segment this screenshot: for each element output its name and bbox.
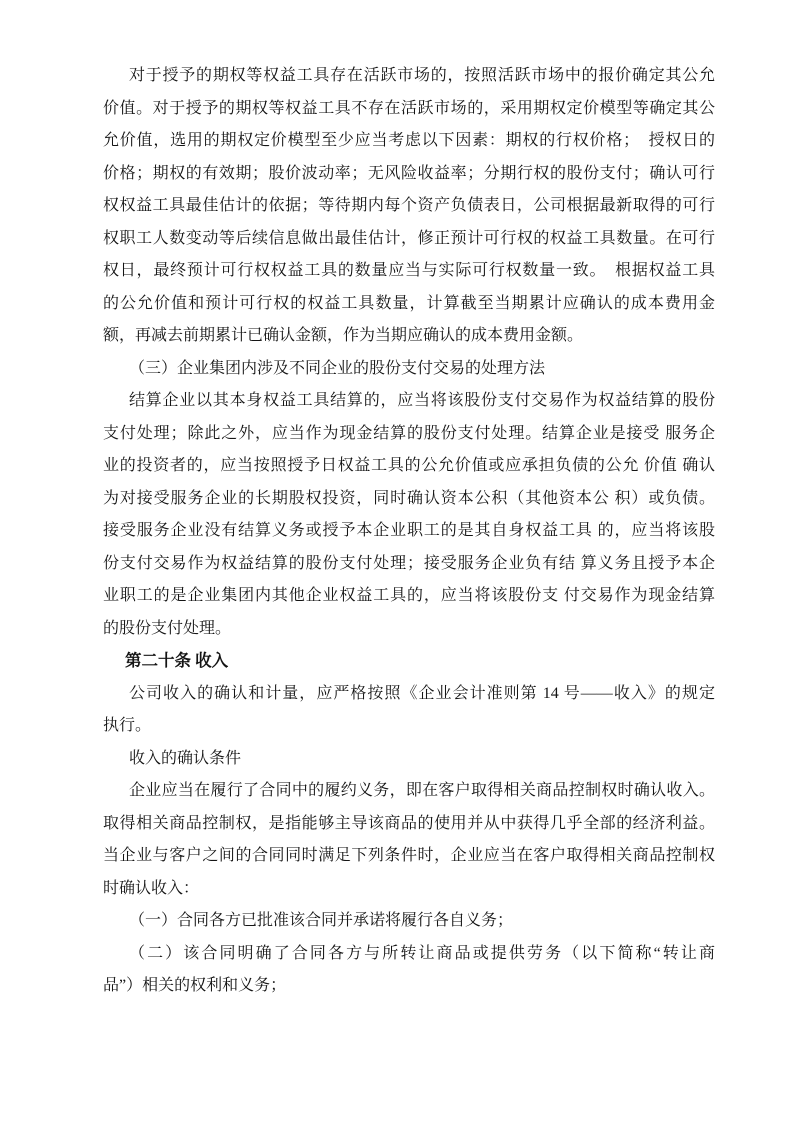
paragraph-line: 执行。	[103, 717, 152, 734]
paragraph-line: 价值。对于授予的期权等权益工具不存在活跃市场的，采用期权定价模型等确定其公	[103, 99, 715, 117]
subsection-title-line: 收入的确认条件	[129, 749, 242, 767]
paragraph-line: 取得相关商品控制权，是指能够主导该商品的使用并从中获得几乎全部的经济利益。	[103, 814, 715, 832]
paragraph-line: 业的投资者的，应当按照授予日权益工具的公允价值或应承担负债的公允 价值 确认	[103, 457, 715, 474]
paragraph-line: 权职工人数变动等后续信息做出最佳估计，修正预计可行权的权益工具数量。在可行	[103, 229, 715, 247]
article-heading: 第二十条 收入	[125, 651, 229, 670]
paragraph-line: 价格；期权的有效期；股价波动率；无风险收益率；分期行权的股份支付；确认可行	[103, 164, 715, 182]
paragraph-line: 企业应当在履行了合同中的履约义务，即在客户取得相关商品控制权时确认收入。	[129, 782, 715, 799]
paragraph-line: 支付处理；除此之外，应当作为现金结算的股份支付处理。结算企业是接受 服务企	[103, 424, 715, 442]
paragraph-line: 的股份支付处理。	[103, 619, 232, 637]
paragraph-line: 权日，最终预计可行权权益工具的数量应当与实际可行权数量一致。 根据权益工具	[103, 262, 715, 279]
paragraph-line: 的公允价值和预计可行权的权益工具数量，计算截至当期累计应确认的成本费用金	[103, 294, 715, 312]
paragraph-line: 接受服务企业没有结算义务或授予本企业职工的是其自身权益工具 的，应当将该股	[103, 522, 715, 539]
paragraph-line: 为对接受服务企业的长期股权投资，同时确认资本公积（其他资本公 积）或负债。	[103, 489, 715, 507]
paragraph-line: 当企业与客户之间的合同同时满足下列条件时，企业应当在客户取得相关商品控制权	[103, 847, 715, 864]
paragraph-line: 份支付交易作为权益结算的股份支付处理；接受服务企业负有结 算义务且授予本企	[103, 554, 715, 572]
list-item-line: （一）合同各方已批准该合同并承诺将履行各自义务；	[129, 912, 514, 929]
list-item-line: 品”）相关的权利和义务；	[103, 977, 287, 994]
paragraph-line: 时确认收入：	[103, 879, 200, 897]
paragraph-line: 对于授予的期权等权益工具存在活跃市场的，按照活跃市场中的报价确定其公允	[129, 67, 715, 84]
document-body	[103, 60, 715, 1003]
paragraph-line: 业职工的是企业集团内其他企业权益工具的，应当将该股份支 付交易作为现金结算	[103, 587, 715, 604]
list-item-line: （二）该合同明确了合同各方与所转让商品或提供劳务（以下简称“转让商	[129, 944, 715, 962]
paragraph-line: 结算企业以其本身权益工具结算的，应当将该股份支付交易作为权益结算的股份	[129, 392, 715, 409]
paragraph-line: 允价值，选用的期权定价模型至少应当考虑以下因素：期权的行权价格； 授权日的	[103, 132, 715, 149]
paragraph-line: 额，再减去前期累计已确认金额，作为当期应确认的成本费用金额。	[103, 327, 584, 344]
subsection-title-line: （三）企业集团内涉及不同企业的股份支付交易的处理方法	[129, 359, 546, 377]
paragraph-line: 公司收入的确认和计量，应严格按照《企业会计准则第 14 号——收入》的规定	[129, 684, 715, 702]
paragraph-line: 权权益工具最佳估计的依据；等待期内每个资产负债表日，公司根据最新取得的可行	[103, 197, 715, 214]
